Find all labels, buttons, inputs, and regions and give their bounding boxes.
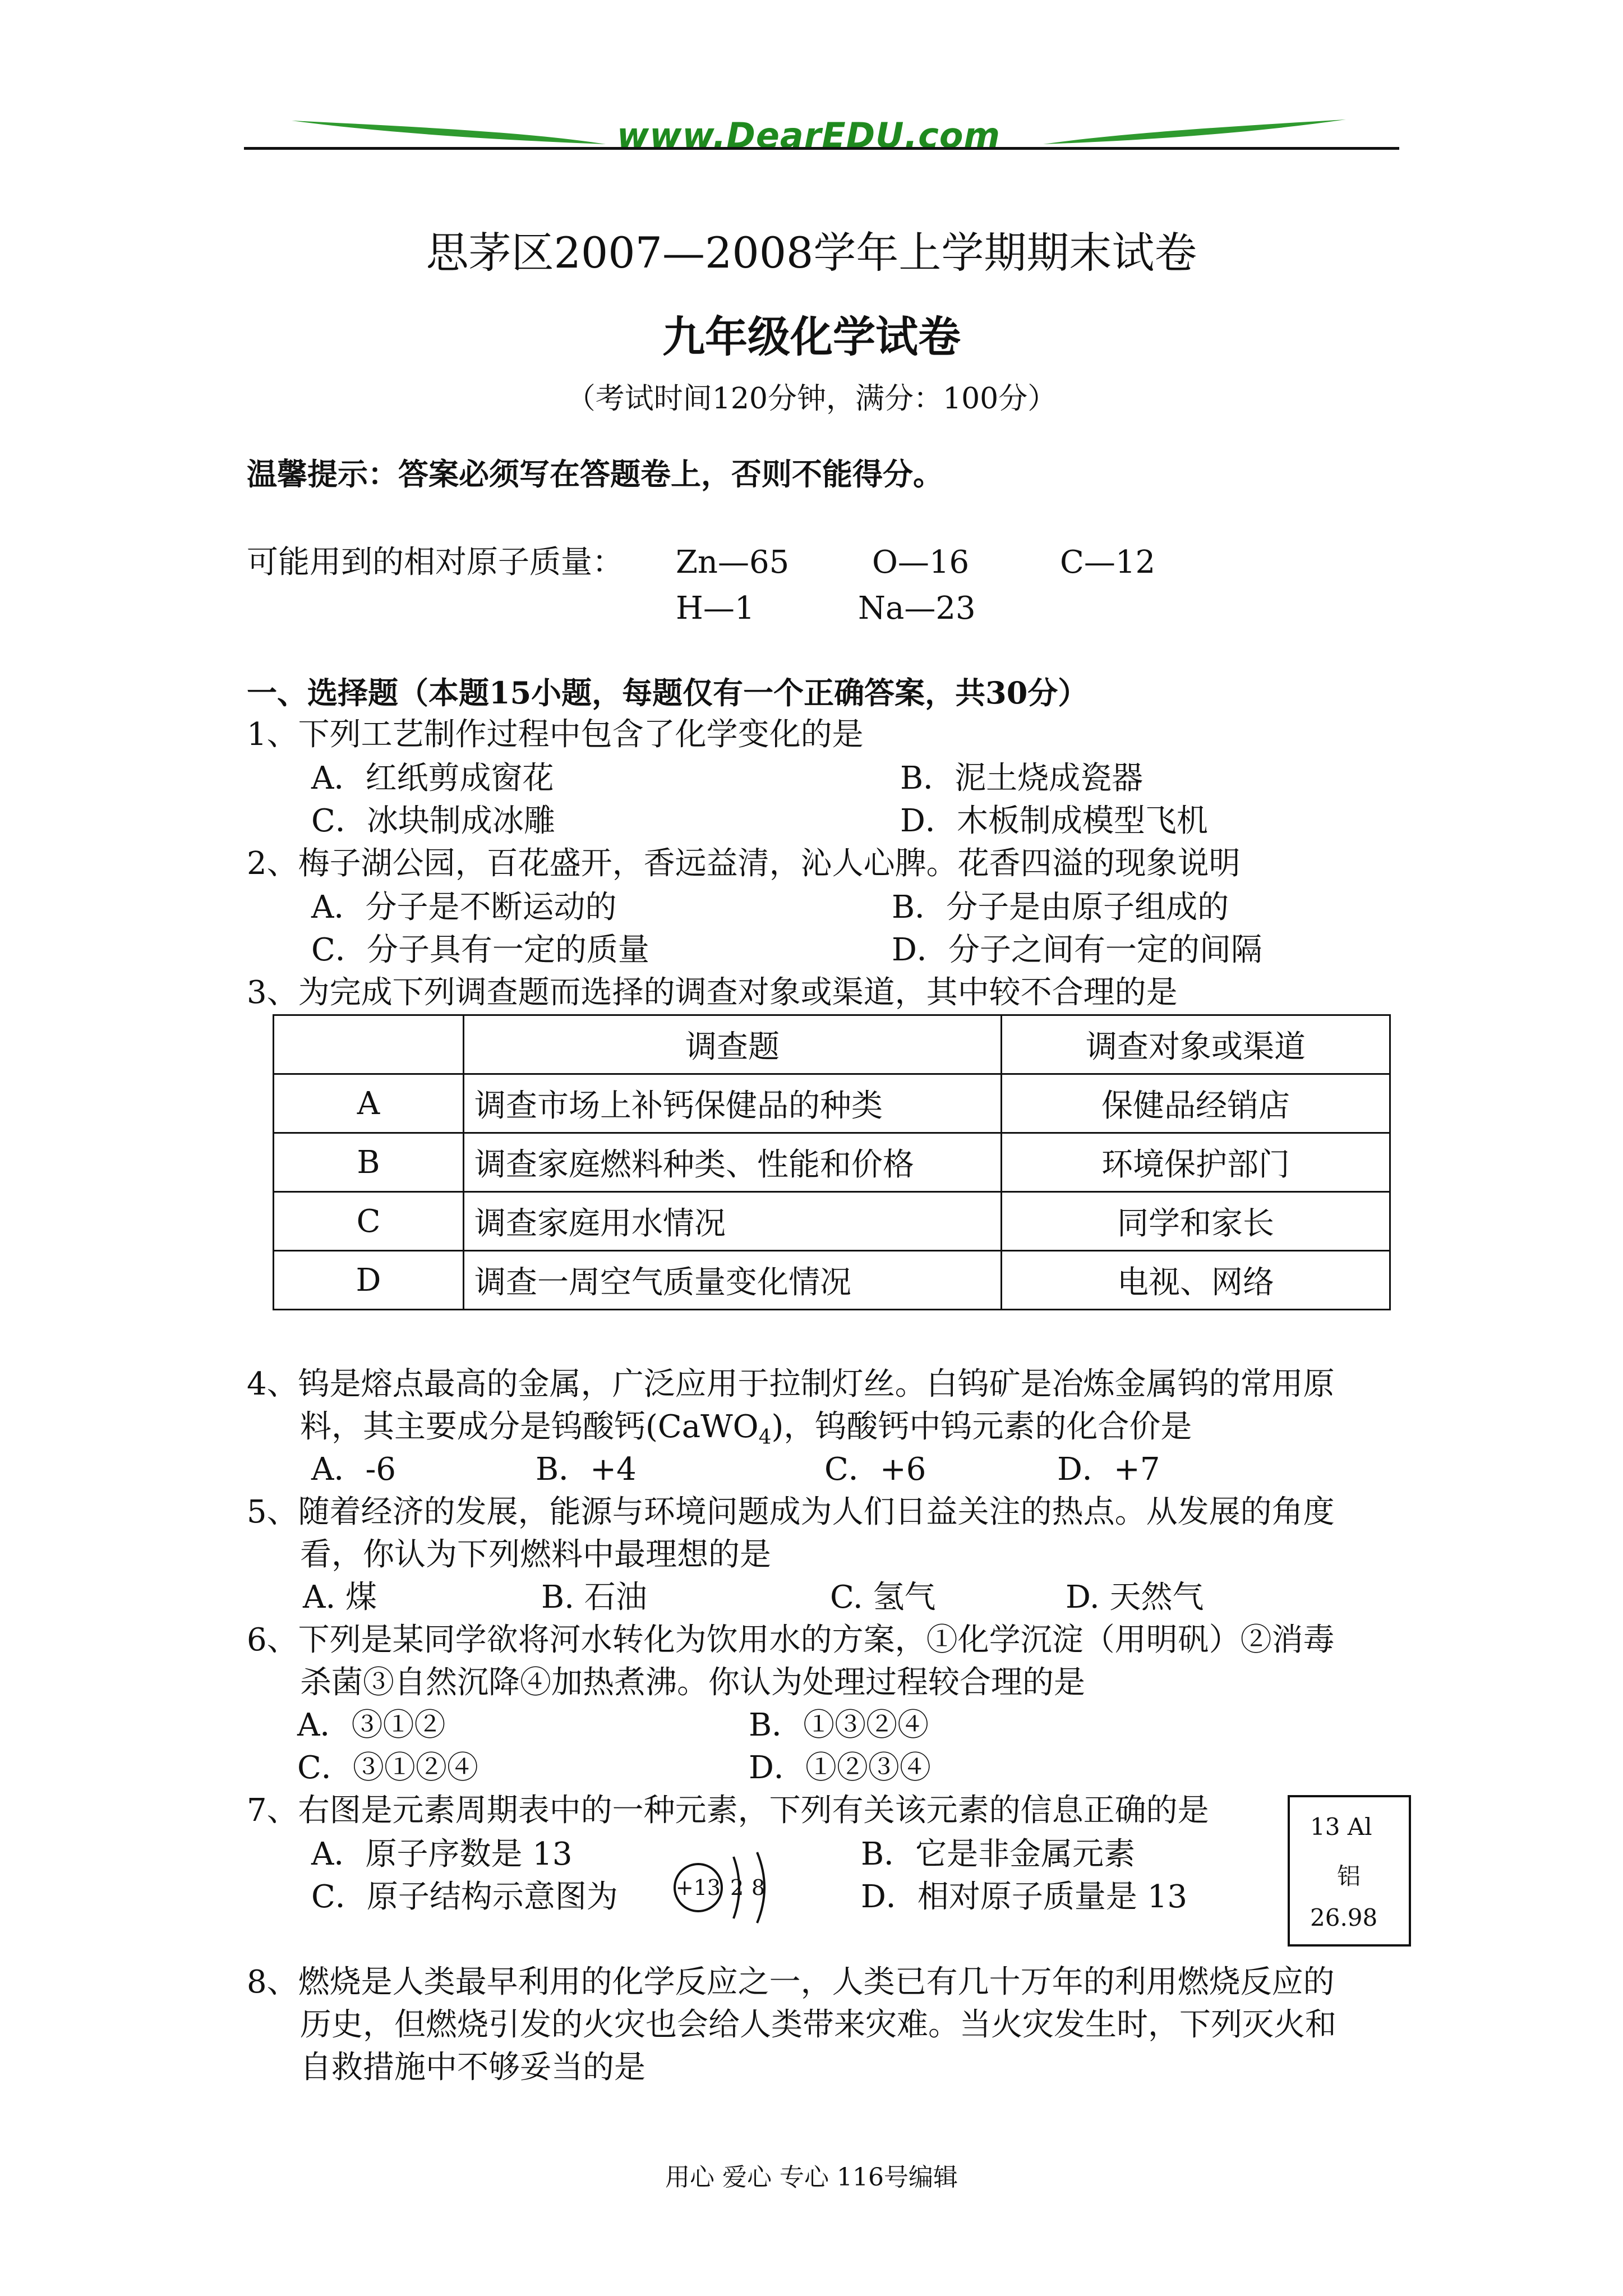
question-5-option-d[interactable]: D. 天然气 <box>1066 1579 1204 1616</box>
question-4-text-pre: 料，其主要成分是钨酸钙(CaWO <box>300 1409 759 1445</box>
page-footer: 用心 爱心 专心 116号编辑 <box>665 2163 958 2192</box>
question-1-stem: 1、下列工艺制作过程中包含了化学变化的是 <box>247 716 864 753</box>
element-mass: 26.98 <box>1310 1904 1378 1931</box>
atomic-mass-zn: Zn—65 <box>676 544 790 581</box>
table-cell: 环境保护部门 <box>1002 1133 1390 1192</box>
table-row <box>274 1251 1390 1310</box>
question-2-option-d[interactable]: D．分子之间有一定的间隔 <box>892 932 1262 968</box>
table-cell: 调查一周空气质量变化情况 <box>464 1251 1002 1310</box>
table-cell: 调查家庭用水情况 <box>464 1192 1002 1251</box>
question-7-option-b[interactable]: B．它是非金属元素 <box>861 1836 1136 1872</box>
question-7-option-a[interactable]: A．原子序数是 13 <box>311 1836 573 1872</box>
banner-swoosh-right <box>1043 119 1346 144</box>
question-1-option-d[interactable]: D．木板制成模型飞机 <box>900 803 1208 839</box>
table-row <box>274 1192 1390 1251</box>
table-header-cell: 调查题 <box>464 1015 1002 1074</box>
question-6-option-a[interactable]: A．③①② <box>297 1707 446 1743</box>
question-2-stem: 2、梅子湖公园，百花盛开，香远益清，沁人心脾。花香四溢的现象说明 <box>247 845 1241 882</box>
question-2-option-c[interactable]: C．分子具有一定的质量 <box>311 932 649 968</box>
question-7-option-c[interactable]: C．原子结构示意图为 <box>311 1879 618 1915</box>
header-brand[interactable]: www.DearEDU.com <box>617 115 1001 156</box>
atomic-mass-c: C—12 <box>1060 544 1156 581</box>
question-8-line-3: 自救措施中不够妥当的是 <box>300 2049 645 2086</box>
question-6-option-c[interactable]: C．③①②④ <box>297 1750 478 1786</box>
table-cell: A <box>274 1074 464 1133</box>
question-6-option-d[interactable]: D．①②③④ <box>749 1750 931 1786</box>
table-header-row <box>274 1015 1390 1074</box>
question-6-option-b[interactable]: B．①③②④ <box>749 1707 929 1743</box>
question-3-stem: 3、为完成下列调查题而选择的调查对象或渠道，其中较不合理的是 <box>247 974 1178 1011</box>
table-cell: 调查家庭燃料种类、性能和价格 <box>464 1133 1002 1192</box>
atomic-mass-h: H—1 <box>676 590 755 627</box>
atomic-mass-label: 可能用到的相对原子质量： <box>247 544 624 581</box>
table-header-cell <box>274 1015 464 1074</box>
table-row <box>274 1133 1390 1192</box>
question-4-option-a[interactable]: A．-6 <box>311 1451 396 1488</box>
question-8-line-1: 8、燃烧是人类最早利用的化学反应之一，人类已有几十万年的利用燃烧反应的 <box>247 1964 1335 2000</box>
survey-table <box>273 1014 1391 1310</box>
question-6-line-2: 杀菌③自然沉降④加热煮沸。你认为处理过程较合理的是 <box>300 1664 1085 1701</box>
question-2-option-a[interactable]: A．分子是不断运动的 <box>311 889 617 926</box>
question-6-line-1: 6、下列是某同学欲将河水转化为饮用水的方案，①化学沉淀（用明矾）②消毒 <box>247 1622 1335 1658</box>
table-cell: D <box>274 1251 464 1310</box>
banner-swoosh-left <box>292 121 606 144</box>
atomic-structure-diagram <box>667 1846 791 1930</box>
element-card <box>1288 1795 1411 1947</box>
notice: 温馨提示：答案必须写在答题卷上，否则不能得分。 <box>247 456 943 492</box>
question-7-option-d[interactable]: D．相对原子质量是 13 <box>861 1879 1187 1915</box>
question-4-line-1: 4、钨是熔点最高的金属，广泛应用于拉制灯丝。白钨矿是冶炼金属钨的常用原 <box>247 1366 1335 1402</box>
shell-1-electrons: 2 <box>730 1875 744 1900</box>
element-name: 铝 <box>1337 1862 1361 1890</box>
nucleus-charge: +13 <box>675 1875 721 1900</box>
question-5-option-a[interactable]: A. 煤 <box>303 1579 377 1616</box>
question-4-option-b[interactable]: B．+4 <box>536 1451 637 1488</box>
question-1-option-a[interactable]: A．红纸剪成窗花 <box>311 760 554 797</box>
question-4-line-2 <box>300 1411 1192 1448</box>
question-5-option-c[interactable]: C. 氢气 <box>830 1579 936 1616</box>
shell-2-electrons: 8 <box>751 1875 766 1900</box>
table-cell: B <box>274 1133 464 1192</box>
question-1-option-c[interactable]: C．冰块制成冰雕 <box>311 803 555 839</box>
question-1-option-b[interactable]: B．泥土烧成瓷器 <box>900 760 1144 797</box>
atomic-mass-na: Na—23 <box>858 590 976 627</box>
table-header-cell: 调查对象或渠道 <box>1002 1015 1390 1074</box>
table-cell: 保健品经销店 <box>1002 1074 1390 1133</box>
atomic-mass-o: O—16 <box>872 544 970 581</box>
question-7-stem: 7、右图是元素周期表中的一种元素，下列有关该元素的信息正确的是 <box>247 1792 1209 1829</box>
question-4-option-c[interactable]: C．+6 <box>824 1451 926 1488</box>
table-cell: 电视、网络 <box>1002 1251 1390 1310</box>
exam-subtitle: 九年级化学试卷 <box>662 312 961 362</box>
exam-title: 思茅区2007—2008学年上学期期末试卷 <box>426 228 1197 278</box>
question-2-option-b[interactable]: B．分子是由原子组成的 <box>892 889 1229 926</box>
header-divider <box>244 147 1399 150</box>
question-5-option-b[interactable]: B. 石油 <box>541 1579 647 1616</box>
question-4-subscript: 4 <box>758 1426 772 1450</box>
table-row <box>274 1074 1390 1133</box>
exam-info: （考试时间120分钟，满分：100分） <box>566 382 1057 416</box>
question-8-line-2: 历史，但燃烧引发的火灾也会给人类带来灾难。当火灾发生时，下列灭火和 <box>300 2007 1336 2043</box>
question-4-option-d[interactable]: D．+7 <box>1057 1451 1160 1488</box>
table-cell: 调查市场上补钙保健品的种类 <box>464 1074 1002 1133</box>
question-5-line-1: 5、随着经济的发展，能源与环境问题成为人们日益关注的热点。从发展的角度 <box>247 1494 1335 1530</box>
table-cell: 同学和家长 <box>1002 1192 1390 1251</box>
section-heading: 一、选择题（本题15小题，每题仅有一个正确答案，共30分） <box>247 675 1089 711</box>
question-4-text-post: )，钨酸钙中钨元素的化合价是 <box>771 1409 1192 1445</box>
question-5-line-2: 看，你认为下列燃料中最理想的是 <box>300 1536 771 1573</box>
table-cell: C <box>274 1192 464 1251</box>
element-number-symbol: 13 Al <box>1310 1813 1372 1841</box>
